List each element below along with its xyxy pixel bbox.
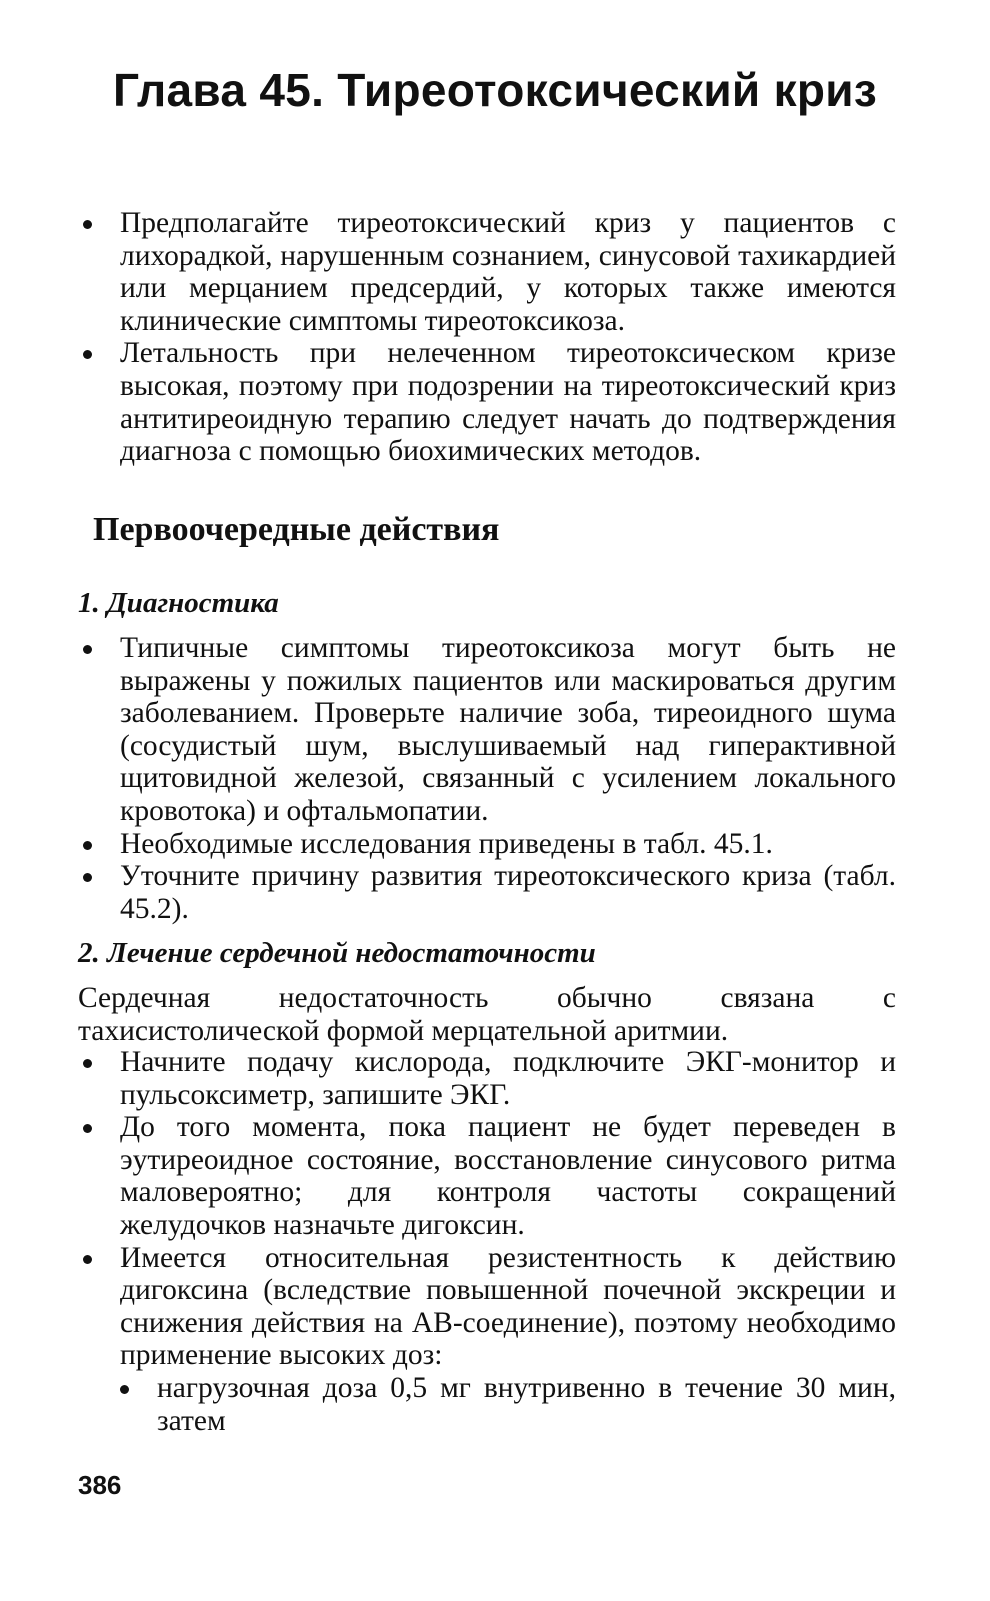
heart-failure-intro: Сердечная недостаточность обычно связана с тахисистолической формой мерцательной аритмии.	[78, 982, 896, 1047]
heart-failure-bullet-2: До того момента, пока пациент не будет переведен в эутиреоидное состояние, восстановление синусового ритма маловероятно; для контроля частоты сокращений желудочков назначьте дигоксин.	[0, 1111, 990, 1241]
heart-failure-bullet-1: Начните подачу кислорода, подключите ЭКГ-монитор и пульсоксиметр, запишите ЭКГ.	[0, 1046, 990, 1111]
chapter-title: Глава 45. Тиреотоксический криз	[112, 64, 878, 116]
diagnostics-bullet-2: Необходимые исследования приведены в табл. 45.1.	[0, 828, 990, 861]
intro-bullet-1: Предполагайте тиреотоксический криз у пациентов с лихорадкой, нарушенным сознанием, синусовой тахикардией или мерцанием предсердий, у которых также имеются клинические симптомы тиреотоксикоза.	[0, 207, 990, 337]
heart-failure-sub-bullet-1: нагрузочная доза 0,5 мг внутривенно в течение 30 мин, затем	[0, 1372, 990, 1437]
heart-failure-bullet-3: Имеется относительная резистентность к действию дигоксина (вследствие повышенной почечной экскреции и снижения действия на АВ-соединение), поэтому необходимо применение высоких доз:	[0, 1242, 990, 1372]
heart-failure-bullet-list	[0, 1046, 990, 1437]
intro-bullet-list	[0, 207, 990, 468]
heart-failure-heading: 2. Лечение сердечной недостаточности	[78, 937, 596, 969]
page-number: 386	[78, 1470, 122, 1500]
diagnostics-bullet-list	[0, 632, 990, 925]
diagnostics-bullet-3: Уточните причину развития тиреотоксического криза (табл. 45.2).	[0, 860, 990, 925]
diagnostics-bullet-1: Типичные симптомы тиреотоксикоза могут быть не выражены у пожилых пациентов или маскироваться другим заболеванием. Проверьте наличие зоба, тиреоидного шума (сосудистый шум, выслушиваемый над гиперактивной щитовидной железой, связанный с усилением локального кровотока) и офтальмопатии.	[0, 632, 990, 828]
diagnostics-heading: 1. Диагностика	[78, 587, 279, 619]
section-heading: Первоочередные действия	[93, 511, 500, 548]
intro-bullet-2: Летальность при нелеченном тиреотоксическом кризе высокая, поэтому при подозрении на тиреотоксический криз антитиреоидную терапию следует начать до подтверждения диагноза с помощью биохимических методов.	[0, 337, 990, 467]
